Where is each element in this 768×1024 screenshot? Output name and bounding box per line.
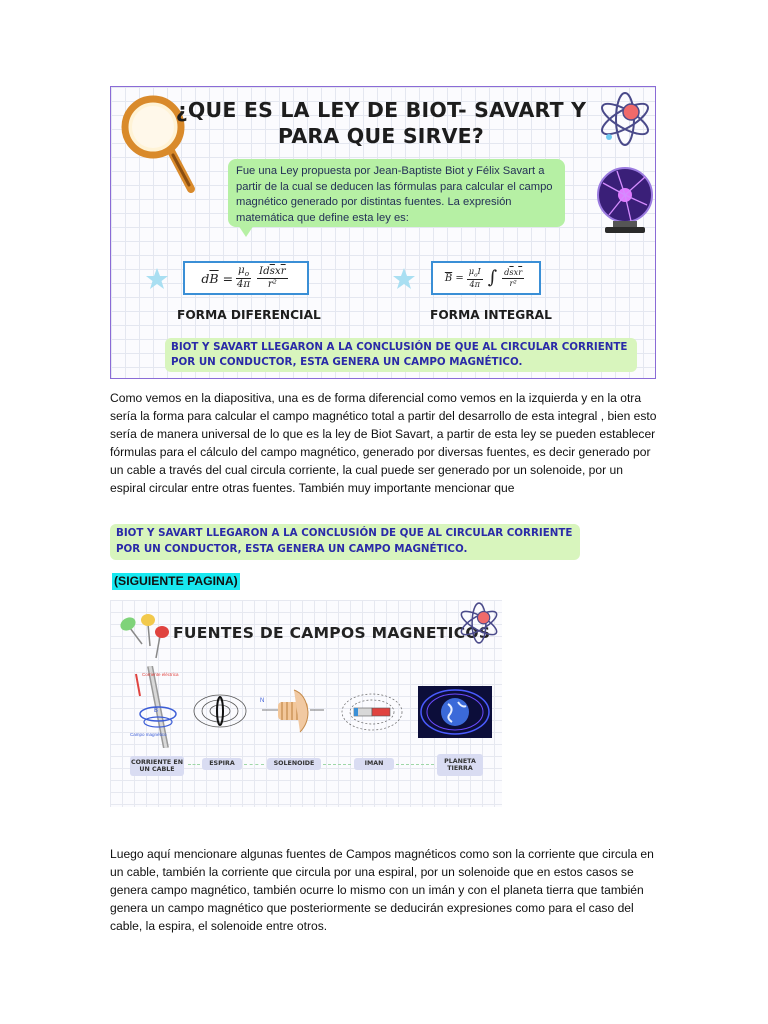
star-icon xyxy=(392,267,416,291)
field-symbol: B xyxy=(154,708,159,714)
plasma-ball-icon xyxy=(595,165,655,235)
connector-line xyxy=(323,764,351,765)
current-label: Corriente eléctrica xyxy=(142,672,179,677)
source-label-earth: PLANETA TIERRA xyxy=(437,754,483,776)
title-line-2: PARA QUE SIRVE? xyxy=(278,124,484,148)
source-label-magnet: IMAN xyxy=(354,758,394,770)
source-label-cable: CORRIENTE EN UN CABLE xyxy=(130,756,184,776)
atom-icon xyxy=(595,89,655,149)
differential-form-label: FORMA DIFERENCIAL xyxy=(177,308,321,322)
connector-line xyxy=(396,764,434,765)
connector-line xyxy=(244,764,264,765)
pushpin-icon xyxy=(116,610,172,662)
integral-formula: $\overline{B}$ = $\frac{\mu_oI}{4\pi}$ ∫ $\frac{d\overline{s}x\overline{r}}{\text{r²}}$ xyxy=(431,261,541,295)
field-label: Campo magnético xyxy=(130,732,167,737)
slide-magnetic-sources xyxy=(110,600,502,807)
title-line-1: ¿QUE ES LA LEY DE BIOT- SAVART Y xyxy=(175,98,587,122)
current-wire-diagram xyxy=(128,666,188,748)
source-label-loop: ESPIRA xyxy=(202,758,242,770)
loop-diagram xyxy=(190,686,250,736)
svg-text:N: N xyxy=(260,698,265,704)
conclusion-quote: BIOT Y SAVART LLEGARON A LA CONCLUSIÓN DE QUE AL CIRCULAR CORRIENTE POR UN CONDUCTOR, ESTA GENERA UN CAMPO MAGNÉTICO. xyxy=(110,524,580,560)
atom-icon xyxy=(456,600,502,646)
next-page-marker: (SIGUIENTE PAGINA) xyxy=(114,574,238,588)
paragraph-explanation: Como vemos en la diapositiva, una es de forma diferencial como vemos en la izquierda y en la otra sería la forma para calcular el campo magnético total a partir del desarrollo de esta integral , bien esto sería de manera universal de lo que es la ley de Biot Savart, a partir de esta ley se pueden establecer fórmulas para el cálculo del campo magnético, generado por diversas fuentes, es decir generado por un cable a través del cual circula corriente, la cual puede ser generado por un solenoide, por un espiral circular entre otras fuentes. También muy importante mencionar que xyxy=(110,391,657,495)
magnet-diagram xyxy=(340,690,404,734)
integral-form-label: FORMA INTEGRAL xyxy=(430,308,552,322)
solenoid-diagram xyxy=(260,688,326,736)
connector-line xyxy=(188,764,200,765)
earth-icon xyxy=(418,686,492,738)
differential-formula: $d\overline{B}$ = $\frac{\mu_o}{4\pi}$ $\frac{Id\overline{s}x\overline{r}}{\text{r²}}$ xyxy=(183,261,309,295)
slide-title xyxy=(171,97,591,149)
slide-biot-savart xyxy=(110,86,656,379)
conclusion-note: BIOT Y SAVART LLEGARON A LA CONCLUSIÓN DE QUE AL CIRCULAR CORRIENTE POR UN CONDUCTOR, ESTA GENERA UN CAMPO MAGNÉTICO. xyxy=(165,338,637,372)
definition-bubble: Fue una Ley propuesta por Jean-Baptiste Biot y Félix Savart a partir de la cual se deducen las fórmulas para calcular el campo magnético generado por distintas fuentes. La expresión matemática que define esta ley es: xyxy=(228,159,565,227)
star-icon xyxy=(145,267,169,291)
paragraph-sources: Luego aquí mencionare algunas fuentes de Campos magnéticos como son la corriente que circula en un cable, también la corriente que circula por una espiral, por un solenoide que en estos casos se genera campo magnético, también ocurre lo mismo con un imán y con el planeta tierra que también genera un campo magnético que posteriormente se deducirán expresiones como para el caso del cable, la espira, el solenoide entre otros. xyxy=(110,847,654,933)
source-label-solenoid: SOLENOIDE xyxy=(267,758,321,770)
slide2-title: FUENTES DE CAMPOS MAGNETICOS xyxy=(173,624,491,642)
